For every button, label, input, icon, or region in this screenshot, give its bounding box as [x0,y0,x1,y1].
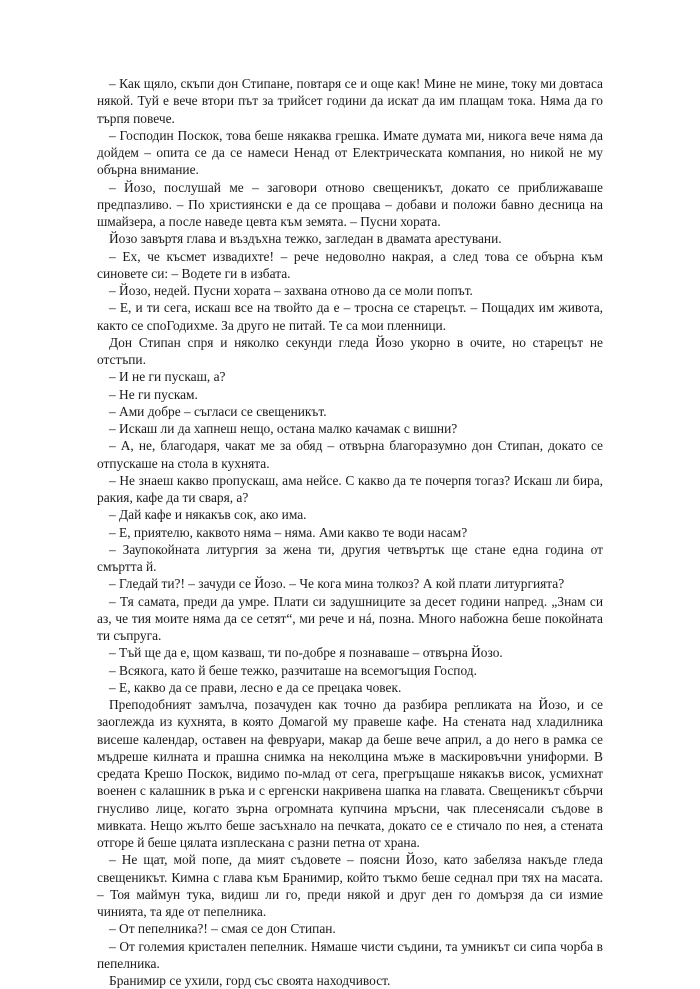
body-text [97,75,603,989]
paragraph: – Ех, че късмет извадихте! – рече недоволно накрая, а след това се обърна към синовете си: – Водете ги в избата. [97,248,603,281]
paragraph: – Не знаеш какво пропускаш, ама нейсе. С какво да те почерпя тогаз? Искаш ли бира, ракия, кафе да ти сваря, а? [97,472,603,505]
paragraph: – Йозо, послушай ме – заговори отново свещеникът, докато се приближаваше предпазливо. – По християнски е да се прощава – добави и положи бавно десница на шмайзера, а после наведе цевта към земята. – Пусни хората. [97,179,603,229]
paragraph: – Искаш ли да хапнеш нещо, остана малко качамак с вишни? [109,421,458,436]
paragraph: – Тъй ще да е, щом казваш, ти по-добре я познаваше – отвърна Йозо. [109,645,503,661]
paragraph: – Дай кафе и някакъв сок, ако има. [109,507,307,523]
paragraph: Бранимир се ухили, горд със своята находчивост. [109,973,391,988]
paragraph: – Йозо, недей. Пусни хората – захвана отново да се моли попът. [109,283,473,298]
paragraph: – Тя самата, преди да умре. Плати си задушниците за десет години напред. „Знам си аз, че тия моите няма да се сетят“, ми рече и нá, позна. Много набожна беше покойната ти съпруга. [97,593,603,643]
paragraph: – От пепелника?! – смая се дон Стипан. [109,921,336,937]
paragraph: Преподобният замълча, позачуден как точно да разбира репликата на Йозо, и се заоглежда из кухнята, в която Домагой му правеше кафе. На стената над хладилника висеше календар, оставен на февруари, макар да беше вече април, а до него в рамка се мъдреше килната и прашна снимка на неколцина мъже в маскировъчни униформи. В средата Крешо Поскок, видимо по-млад от сега, прегръщаше някакъв висок, усмихнат военен с калашник в ръка и с ергенски накривена шапка на главата. Свещеникът сбърчи гнусливо лице, когато зърна огромната купчина мръсни, чак плесенясали съдове в мивката. Нещо жълто беше засъхнало на печката, докато се е стичало по нея, а стената отгоре й беше цялата изплескана с разни петна от храна. [97,697,603,850]
paragraph: – Е, какво да се прави, лесно е да се прецака човек. [109,679,402,695]
paragraph: – И не ги пускаш, а? [109,369,226,385]
paragraph: – Не ги пускам. [109,386,198,402]
paragraph: – Как щяло, скъпи дон Стипане, повтаря се и още как! Мине не мине, току ми довтаса някой. Туй е вече втори път за трийсет години да искат да им плащам тока. Няма да го търпя повече. [97,76,603,126]
paragraph: – А, не, благодаря, чакат ме за обяд – отвърна благоразумно дон Стипан, докато се отпускаше на стола в кухнята. [97,438,603,471]
paragraph: – Заупокойната литургия за жена ти, другия четвъртък ще стане една година от смъртта й. [97,541,603,574]
paragraph: – Е, и ти сега, искаш все на твойто да е – тросна се старецът. – Пощадих им живота, както се споГодихме. За друго не питай. Те са мои пленници. [97,300,603,333]
paragraph: Дон Стипан спря и няколко секунди гледа Йозо укорно в очите, но старецът не отстъпи. [97,334,603,367]
paragraph: – От големия кристален пепелник. Нямаше чисти съдини, та умникът си сипа чорба в пепелника. [97,938,603,971]
paragraph: – Ами добре – съгласи се свещеникът. [109,403,327,419]
paragraph: – Не щат, мой попе, да мият съдовете – поясни Йозо, като забеляза накъде гледа свещеникът. Кимна с глава към Бранимир, който тъкмо беше седнал при тях на масата. – Тоя маймун тука, видиш ли го, преди някой и друг ден го домързя да си измие чинията, та яде от пепелника. [97,852,603,919]
paragraph: – Гледай ти?! – зачуди се Йозо. – Че кога мина толкоз? А кой плати литургията? [109,576,565,592]
paragraph: – Господин Поскок, това беше някаква грешка. Имате думата ми, никога вече няма да дойдем – опита се да се намеси Ненад от Електрическата компания, но никой не му обърна внимание. [97,127,603,178]
paragraph: Йозо завъртя глава и въздъхна тежко, загледан в двамата арестувани. [109,231,502,247]
paragraph: – Всякога, като й беше тежко, разчиташе на всемогъщия Господ. [109,662,477,678]
paragraph: – Е, приятелю, каквото няма – няма. Ами какво те води насам? [109,524,468,540]
